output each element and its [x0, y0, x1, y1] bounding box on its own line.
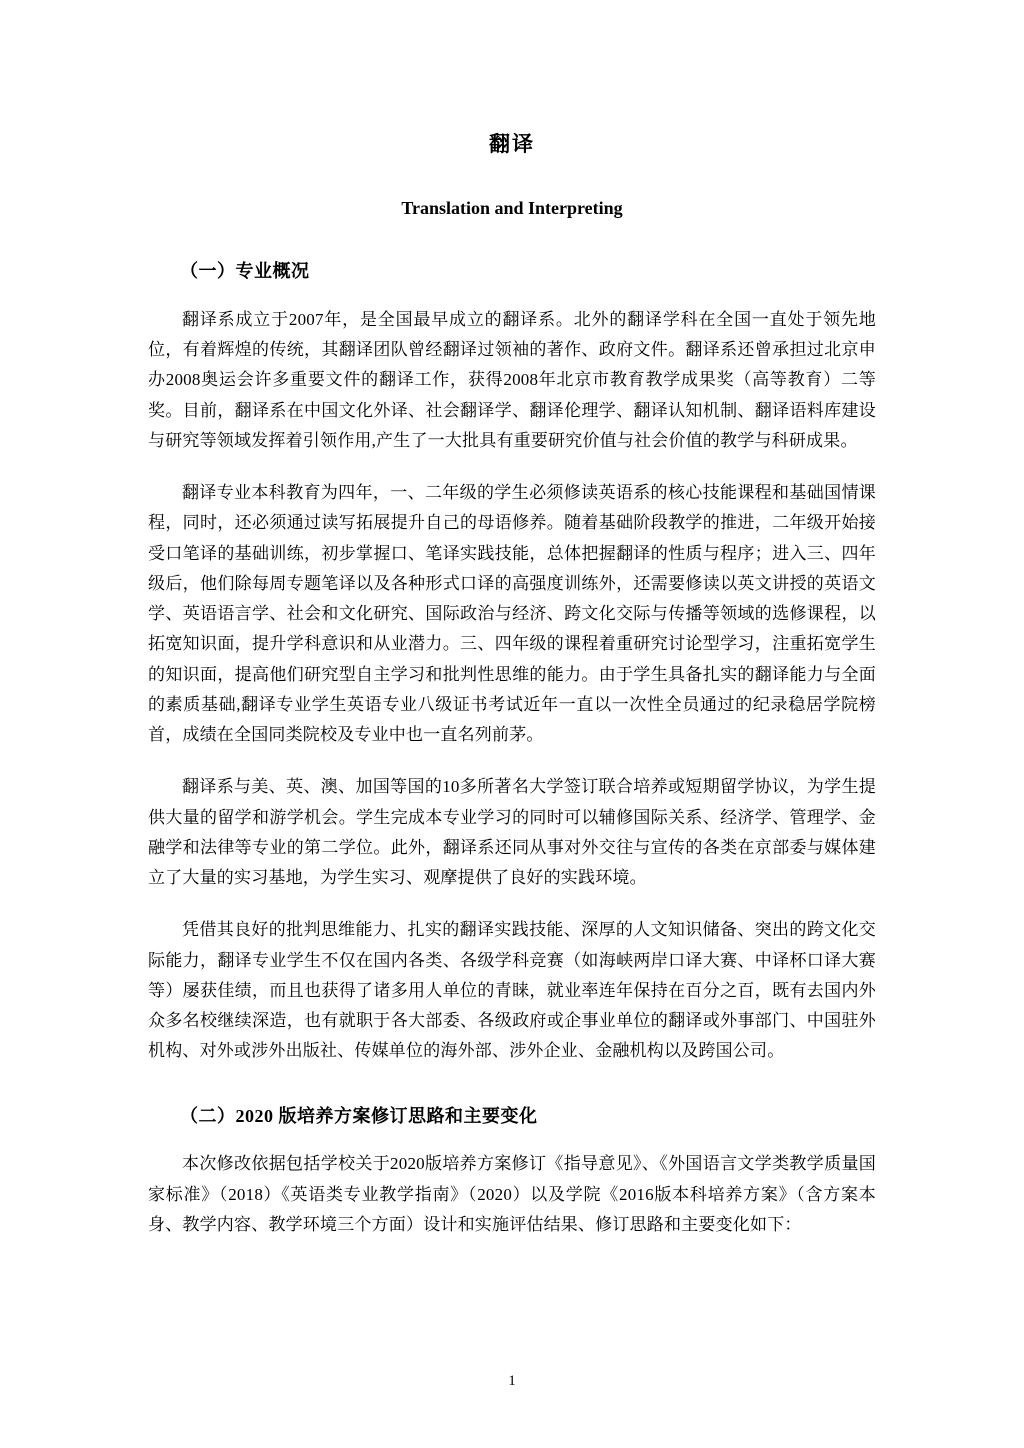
- paragraph: 本次修改依据包括学校关于2020版培养方案修订《指导意见》、《外国语言文学类教学质量国家标准》（2018）《英语类专业教学指南》（2020）以及学院《2016版本科培养方案》（含方案本身、教学内容、教学环境三个方面）设计和实施评估结果、修订思路和主要变化如下：: [148, 1154, 876, 1234]
- paragraph: 凭借其良好的批判思维能力、扎实的翻译实践技能、深厚的人文知识储备、突出的跨文化交际能力，翻译专业学生不仅在国内各类、各级学科竞赛（如海峡两岸口译大赛、中译杯口译大赛等）屡获佳绩，而且也获得了诸多用人单位的青睐，就业率连年保持在百分之百，既有去国内外众多名校继续深造，也有就职于各大部委、各级政府或企事业单位的翻译或外事部门、中国驻外机构、对外或涉外出版社、传媒单位的海外部、涉外企业、金融机构以及跨国公司。: [148, 920, 876, 1061]
- section-heading-1: （一）专业概况: [180, 261, 310, 282]
- page-title: 翻译: [489, 132, 535, 156]
- section-heading-2: （二）2020 版培养方案修订思路和主要变化: [180, 1105, 538, 1126]
- paragraph: 翻译系成立于2007年，是全国最早成立的翻译系。北外的翻译学科在全国一直处于领先地位，有着辉煌的传统，其翻译团队曾经翻译过领袖的著作、政府文件。翻译系还曾承担过北京申办2008奥运会许多重要文件的翻译工作，获得2008年北京市教育教学成果奖（高等教育）二等奖。目前，翻译系在中国文化外译、社会翻译学、翻译伦理学、翻译认知机制、翻译语料库建设与研究等领域发挥着引领作用,产生了一大批具有重要研究价值与社会价值的教学与科研成果。: [148, 309, 876, 450]
- paragraph: 翻译系与美、英、澳、加国等国的10多所著名大学签订联合培养或短期留学协议，为学生提供大量的留学和游学机会。学生完成本专业学习的同时可以辅修国际关系、经济学、管理学、金融学和法律等专业的第二学位。此外，翻译系还同从事对外交往与宣传的各类在京部委与媒体建立了大量的实习基地，为学生实习、观摩提供了良好的实践环境。: [148, 777, 876, 888]
- page-subtitle: Translation and Interpreting: [401, 197, 623, 218]
- paragraph: 翻译专业本科教育为四年，一、二年级的学生必须修读英语系的核心技能课程和基础国情课程，同时，还必须通过读写拓展提升自己的母语修养。随着基础阶段教学的推进，二年级开始接受口笔译的基础训练，初步掌握口、笔译实践技能，总体把握翻译的性质与程序；进入三、四年级后，他们除每周专题笔译以及各种形式口译的高强度训练外，还需要修读以英文讲授的英语文学、英语语言学、社会和文化研究、国际政治与经济、跨文化交际与传播等领域的选修课程，以拓宽知识面，提升学科意识和从业潜力。三、四年级的课程着重研究讨论型学习，注重拓宽学生的知识面，提高他们研究型自主学习和批判性思维的能力。由于学生具备扎实的翻译能力与全面的素质基础,翻译专业学生英语专业八级证书考试近年一直以一次性全员通过的纪录稳居学院榜首，成绩在全国同类院校及专业中也一直名列前茅。: [148, 483, 876, 745]
- page-number: 1: [508, 1373, 516, 1389]
